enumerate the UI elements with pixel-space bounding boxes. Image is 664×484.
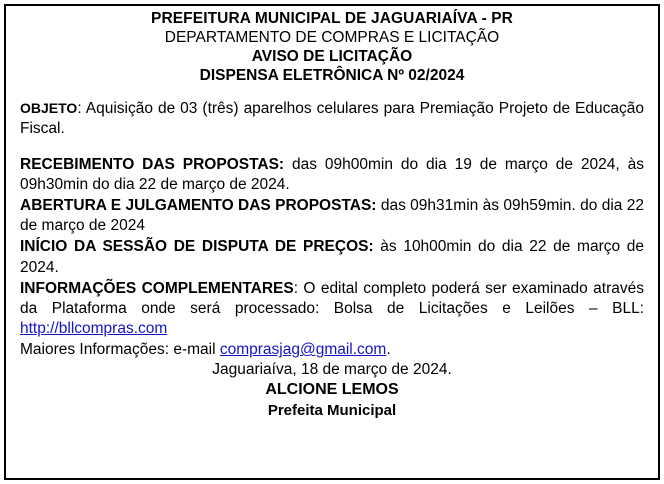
signature-name: ALCIONE LEMOS bbox=[265, 381, 399, 399]
document-content bbox=[20, 10, 644, 421]
contact-email-link[interactable]: comprasjag@gmail.com bbox=[219, 341, 387, 359]
recebimento-paragraph bbox=[20, 155, 644, 195]
document-header bbox=[20, 10, 644, 86]
header-process-number: DISPENSA ELETRÔNICA Nº 02/2024 bbox=[199, 66, 465, 84]
recebimento-label: RECEBIMENTO DAS PROPOSTAS: bbox=[20, 155, 285, 173]
objeto-paragraph bbox=[20, 99, 644, 139]
recebimento-text: das 09h00min do dia 19 de março de 2024, às 09h30min do dia 22 de março de 2024. bbox=[20, 155, 644, 194]
abertura-label: ABERTURA E JULGAMENTO DAS PROPOSTAS: bbox=[20, 197, 377, 215]
document-body bbox=[20, 99, 644, 421]
inicio-sessao-label: INÍCIO DA SESSÃO DE DISPUTA DE PREÇOS: bbox=[20, 238, 374, 256]
bll-platform-link[interactable]: http://bllcompras.com bbox=[20, 320, 168, 338]
maiores-informacoes-suffix: . bbox=[386, 341, 391, 359]
signature-role: Prefeita Municipal bbox=[267, 402, 397, 420]
abertura-paragraph bbox=[20, 196, 644, 236]
header-notice-type: AVISO DE LICITAÇÃO bbox=[251, 47, 413, 65]
abertura-text: das 09h31min às 09h59min. do dia 22 de março de 2024 bbox=[20, 197, 644, 235]
informacoes-paragraph bbox=[20, 279, 644, 339]
maiores-informacoes-prefix: Maiores Informações: e-mail bbox=[20, 341, 220, 359]
inicio-sessao-paragraph bbox=[20, 237, 644, 277]
objeto-separator: : bbox=[77, 99, 86, 117]
maiores-informacoes-paragraph bbox=[20, 340, 644, 360]
informacoes-text: : O edital completo poderá ser examinado através da Plataforma onde será processado: Bolsa de Licitações e Leilões – BLL: bbox=[20, 279, 644, 317]
header-municipality: PREFEITURA MUNICIPAL DE JAGUARIAÍVA - PR bbox=[151, 10, 513, 27]
objeto-text: Aquisição de 03 (três) aparelhos celulares para Premiação Projeto de Educação Fiscal. bbox=[20, 99, 644, 137]
inicio-sessao-text: às 10h00min do dia 22 de março de 2024. bbox=[20, 238, 644, 276]
place-and-date: Jaguariaíva, 18 de março de 2024. bbox=[212, 361, 452, 379]
header-department: DEPARTAMENTO DE COMPRAS E LICITAÇÃO bbox=[164, 28, 500, 46]
informacoes-label: INFORMAÇÕES COMPLEMENTARES bbox=[20, 279, 294, 297]
objeto-label: OBJETO bbox=[20, 99, 78, 116]
